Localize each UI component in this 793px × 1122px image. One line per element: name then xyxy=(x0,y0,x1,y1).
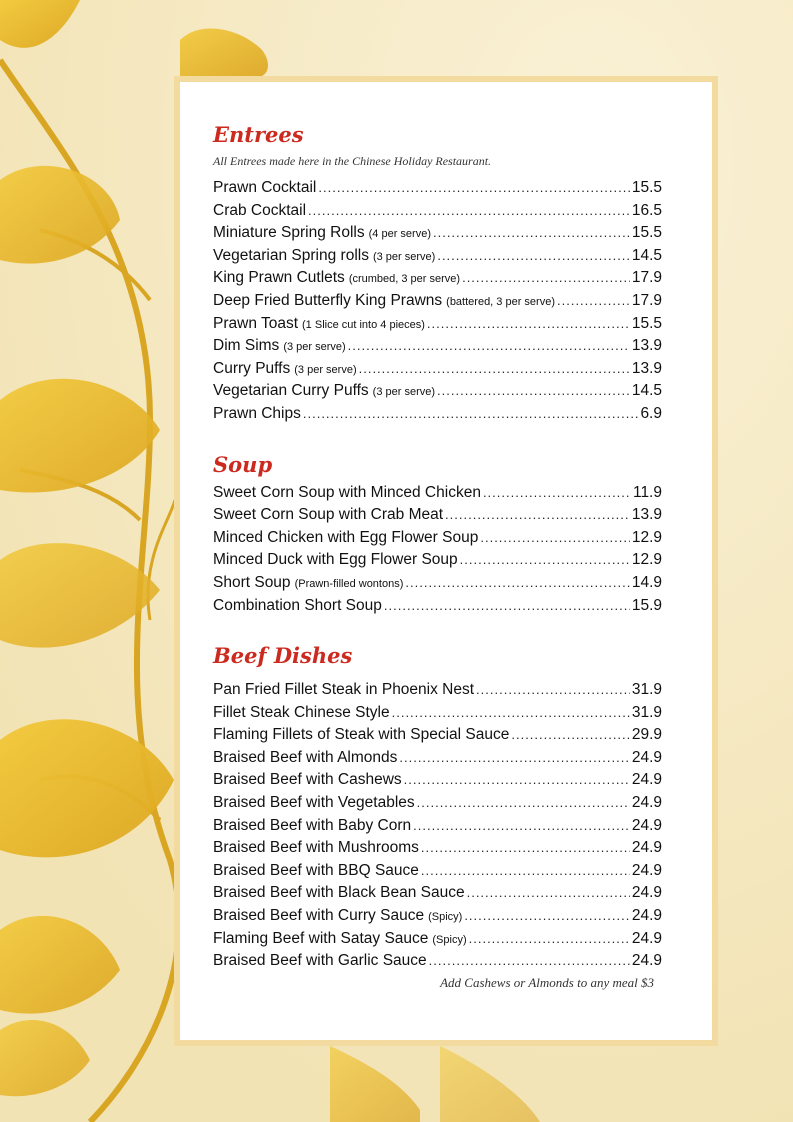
menu-item-note: (4 per serve) xyxy=(368,228,431,241)
menu-item xyxy=(213,267,662,290)
menu-item xyxy=(213,769,662,792)
menu-item xyxy=(213,222,662,245)
menu-item xyxy=(213,724,662,747)
dot-leader xyxy=(404,769,630,792)
section-entrees xyxy=(213,122,662,426)
menu-item xyxy=(213,358,662,381)
dot-leader xyxy=(476,679,630,702)
menu-item xyxy=(213,747,662,770)
menu-item-name: Miniature Spring Rolls xyxy=(213,224,365,242)
section-soup xyxy=(213,452,662,618)
menu-item-price: 14.9 xyxy=(631,573,662,591)
menu-item-name: King Prawn Cutlets xyxy=(213,269,345,287)
dot-leader xyxy=(469,928,630,951)
dot-leader xyxy=(464,905,630,928)
menu-item-name: Crab Cocktail xyxy=(213,201,307,219)
menu-item-name: Sweet Corn Soup with Minced Chicken xyxy=(213,483,481,501)
menu-item-price: 31.9 xyxy=(631,681,662,699)
dot-leader xyxy=(405,572,629,595)
menu-card-inner xyxy=(180,82,712,1040)
menu-item-name: Flaming Beef with Satay Sauce xyxy=(213,929,429,947)
menu-item-note: (3 per serve) xyxy=(372,250,436,263)
menu-item-price: 15.5 xyxy=(631,224,662,242)
menu-item xyxy=(213,837,662,860)
menu-item-price: 24.9 xyxy=(631,929,662,947)
menu-item xyxy=(213,245,662,268)
menu-item-name: Prawn Toast xyxy=(213,314,299,332)
menu-item-name: Braised Beef with BBQ Sauce xyxy=(213,861,419,879)
menu-item-price: 12.9 xyxy=(631,528,662,546)
menu-item-name: Prawn Chips xyxy=(213,404,301,422)
menu-item-note: (3 per serve) xyxy=(372,386,436,399)
menu-item xyxy=(213,200,662,223)
menu-item-price: 6.9 xyxy=(640,404,662,422)
menu-item-name: Braised Beef with Garlic Sauce xyxy=(213,952,427,970)
menu-item-price: 24.9 xyxy=(631,884,662,902)
menu-item xyxy=(213,527,662,550)
menu-item xyxy=(213,504,662,527)
menu-item-note: (Prawn-filled wontons) xyxy=(294,577,404,590)
menu-item-note: (1 Slice cut into 4 pieces) xyxy=(302,318,425,331)
dot-leader xyxy=(421,837,630,860)
menu-item-price: 16.5 xyxy=(631,201,662,219)
menu-item-name: Pan Fried Fillet Steak in Phoenix Nest xyxy=(213,681,475,699)
menu-item-note: (battered, 3 per serve) xyxy=(446,295,555,308)
menu-item xyxy=(213,905,662,928)
menu-item-name: Sweet Corn Soup with Crab Meat xyxy=(213,506,444,524)
section-title-beef: Beef Dishes xyxy=(213,643,353,669)
menu-item xyxy=(213,702,662,725)
beef-list xyxy=(213,679,662,973)
menu-item xyxy=(213,882,662,905)
menu-item-price: 15.9 xyxy=(631,596,662,614)
menu-item xyxy=(213,290,662,313)
menu-item-price: 24.9 xyxy=(631,861,662,879)
menu-item xyxy=(213,950,662,973)
menu-item-name: Curry Puffs xyxy=(213,359,291,377)
dot-leader xyxy=(318,177,629,200)
dot-leader xyxy=(427,313,630,336)
menu-item xyxy=(213,313,662,336)
menu-item-price: 24.9 xyxy=(631,794,662,812)
menu-item-name: Short Soup xyxy=(213,573,291,591)
dot-leader xyxy=(348,335,630,358)
menu-item-price: 15.5 xyxy=(631,179,662,196)
menu-item-price: 15.5 xyxy=(631,314,662,332)
menu-item xyxy=(213,792,662,815)
menu-item-name: Braised Beef with Curry Sauce xyxy=(213,907,425,925)
menu-item-note: (Spicy) xyxy=(428,911,463,924)
menu-item-price: 24.9 xyxy=(631,771,662,789)
menu-item xyxy=(213,403,662,426)
menu-item-price: 17.9 xyxy=(631,269,662,287)
dot-leader xyxy=(429,950,630,973)
menu-item xyxy=(213,380,662,403)
menu-item-name: Vegetarian Curry Puffs xyxy=(213,382,369,400)
dot-leader xyxy=(462,267,630,290)
menu-item xyxy=(213,335,662,358)
menu-item-name: Flaming Fillets of Steak with Special Sauce xyxy=(213,726,510,744)
menu-item-note: (3 per serve) xyxy=(294,363,357,376)
menu-item-price: 24.9 xyxy=(631,816,662,834)
menu-item xyxy=(213,549,662,572)
dot-leader xyxy=(511,724,629,747)
section-beef xyxy=(213,643,662,991)
menu-item-name: Deep Fried Butterfly King Prawns xyxy=(213,291,443,309)
menu-item-price: 24.9 xyxy=(631,748,662,766)
dot-leader xyxy=(483,482,631,505)
section-title-entrees: Entrees xyxy=(213,122,304,147)
dot-leader xyxy=(392,702,630,725)
menu-item-price: 13.9 xyxy=(631,506,662,524)
dot-leader xyxy=(433,222,630,245)
menu-item xyxy=(213,928,662,951)
menu-item-name: Dim Sims xyxy=(213,337,280,355)
menu-item-price: 13.9 xyxy=(631,337,662,355)
dot-leader xyxy=(417,792,630,815)
dot-leader xyxy=(480,527,629,550)
section-note-entrees: All Entrees made here in the Chinese Holiday Restaurant. xyxy=(213,154,492,168)
menu-item-name: Minced Duck with Egg Flower Soup xyxy=(213,551,458,569)
menu-item-price: 13.9 xyxy=(631,359,662,377)
beef-footnote: Add Cashews or Almonds to any meal $3 xyxy=(440,974,654,990)
menu-item-price: 24.9 xyxy=(631,907,662,925)
menu-item xyxy=(213,572,662,595)
dot-leader xyxy=(460,549,630,572)
menu-item-price: 24.9 xyxy=(631,952,662,970)
dot-leader xyxy=(437,380,630,403)
menu-card xyxy=(174,76,718,1046)
menu-item-name: Vegetarian Spring rolls xyxy=(213,246,369,264)
menu-item xyxy=(213,679,662,702)
dot-leader xyxy=(421,860,630,883)
menu-item-name: Combination Short Soup xyxy=(213,596,382,614)
dot-leader xyxy=(437,245,630,268)
menu-item-price: 17.9 xyxy=(631,291,662,309)
menu-item-price: 29.9 xyxy=(631,726,662,744)
menu-item-name: Fillet Steak Chinese Style xyxy=(213,703,390,721)
menu-item-price: 11.9 xyxy=(632,483,662,501)
menu-item xyxy=(213,860,662,883)
soup-list xyxy=(213,482,662,618)
menu-item-name: Braised Beef with Baby Corn xyxy=(213,816,412,834)
menu-item-note: (crumbed, 3 per serve) xyxy=(348,273,461,286)
menu-item xyxy=(213,482,662,505)
menu-item xyxy=(213,815,662,838)
menu-item-name: Braised Beef with Black Bean Sauce xyxy=(213,884,465,902)
dot-leader xyxy=(384,595,630,618)
menu-item-name: Minced Chicken with Egg Flower Soup xyxy=(213,528,479,546)
dot-leader xyxy=(413,815,630,838)
dot-leader xyxy=(303,403,639,426)
menu-item-name: Braised Beef with Cashews xyxy=(213,771,402,789)
menu-item-price: 31.9 xyxy=(631,703,662,721)
menu-item-price: 14.5 xyxy=(631,382,662,400)
dot-leader xyxy=(399,747,629,770)
entrees-list xyxy=(213,177,662,426)
menu-item xyxy=(213,177,662,200)
section-title-soup: Soup xyxy=(213,451,273,477)
menu-item-name: Prawn Cocktail xyxy=(213,179,317,196)
menu-item-name: Braised Beef with Vegetables xyxy=(213,794,415,812)
menu-content xyxy=(213,122,662,991)
dot-leader xyxy=(557,290,630,313)
menu-item-note: (3 per serve) xyxy=(283,341,346,354)
menu-item-name: Braised Beef with Almonds xyxy=(213,748,398,766)
dot-leader xyxy=(467,882,630,905)
dot-leader xyxy=(445,504,630,527)
menu-item-name: Braised Beef with Mushrooms xyxy=(213,839,419,857)
dot-leader xyxy=(359,358,630,381)
menu-item-note: (Spicy) xyxy=(432,933,467,946)
menu-item-price: 12.9 xyxy=(631,551,662,569)
menu-item xyxy=(213,595,662,618)
menu-item-price: 14.5 xyxy=(631,246,662,264)
dot-leader xyxy=(308,200,630,223)
menu-item-price: 24.9 xyxy=(631,839,662,857)
